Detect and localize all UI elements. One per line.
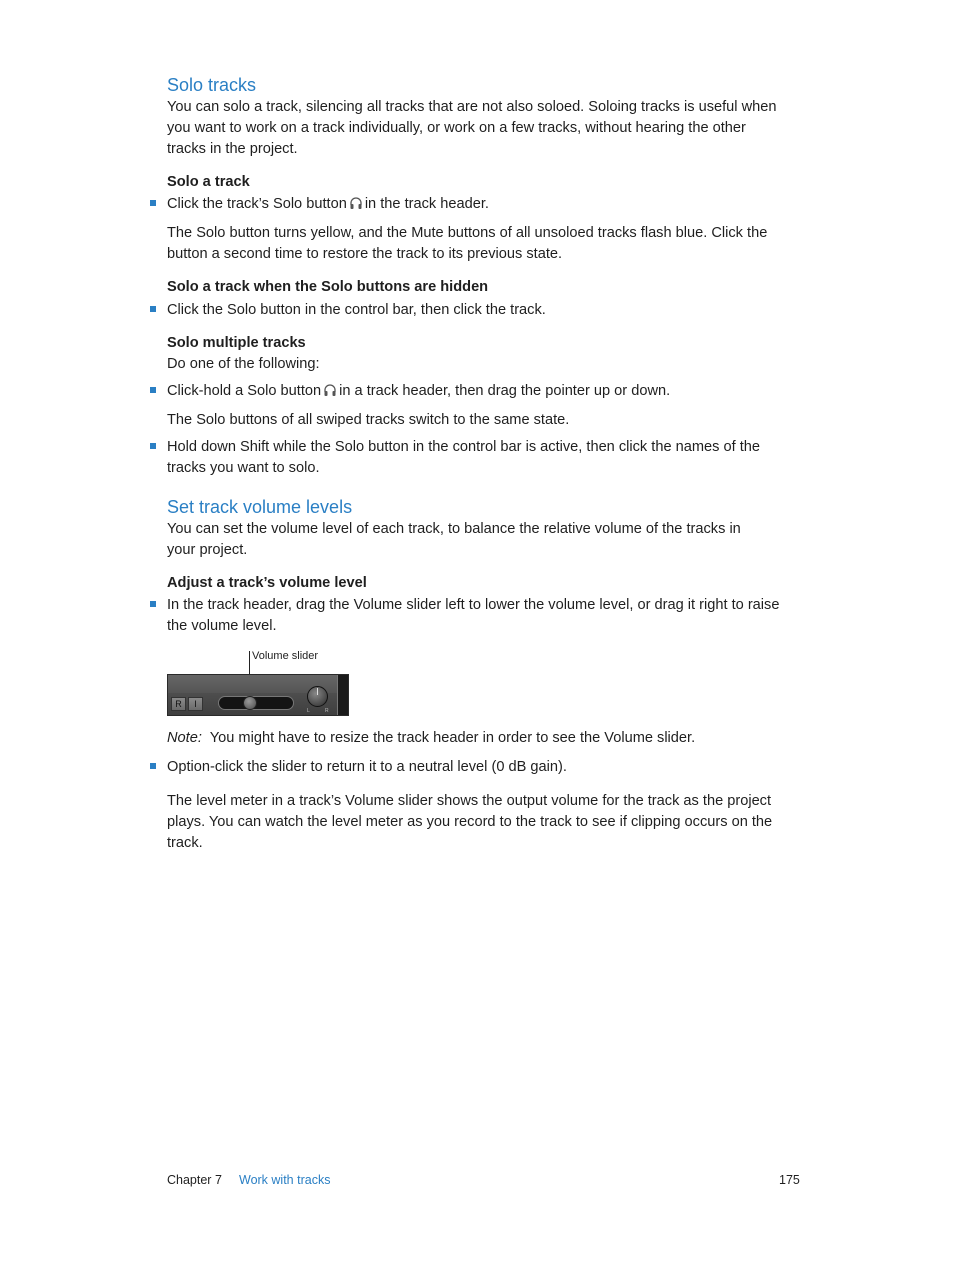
subheading-solo-hidden: Solo a track when the Solo buttons are hidden xyxy=(167,279,489,295)
bullet-marker xyxy=(150,601,158,609)
subheading-adjust-volume: Adjust a track’s volume level xyxy=(167,575,367,591)
track-header-edge xyxy=(337,675,348,715)
adjust-volume-step: In the track header, drag the Volume slider left to lower the volume level, or drag it right to raise the volume level. xyxy=(167,597,780,634)
bullet-marker xyxy=(150,387,158,395)
heading-volume-levels: Set track volume levels xyxy=(167,497,353,517)
solo-multiple-lead: Do one of the following: xyxy=(167,356,320,372)
volume-note xyxy=(167,728,792,749)
option-click-step: Option-click the slider to return it to a neutral level (0 dB gain). xyxy=(167,759,567,775)
volume-intro: You can set the volume level of each track, to balance the relative volume of the tracks in your project. xyxy=(167,521,741,558)
pan-right-label: R xyxy=(325,708,329,714)
solo-a-track-note: The Solo button turns yellow, and the Mute buttons of all unsoloed tracks flash blue. Click the button a second time to restore the track to its previous state. xyxy=(167,225,768,262)
headphones-icon xyxy=(349,196,363,210)
input-monitor-button[interactable]: I xyxy=(188,697,203,711)
level-meter-paragraph: The level meter in a track’s Volume slider shows the output volume for the track as the project plays. You can watch the level meter as you record to the track to see if clipping occurs on the track. xyxy=(167,793,773,851)
subheading-solo-a-track: Solo a track xyxy=(167,174,250,190)
volume-slider-knob[interactable] xyxy=(243,696,257,710)
headphones-icon xyxy=(323,383,337,397)
pan-left-label: L xyxy=(307,708,310,714)
footer-chapter: Chapter 7 xyxy=(167,1173,222,1187)
solo-multiple-step-1-note: The Solo buttons of all swiped tracks switch to the same state. xyxy=(167,412,570,428)
solo-intro: You can solo a track, silencing all tracks that are not also soloed. Soloing tracks is useful when you want to work on a track individually, or work on a few tracks, without hearing the other tracks in the project. xyxy=(167,99,777,157)
step-text-after: in the track header. xyxy=(364,196,489,212)
bullet-marker xyxy=(150,306,158,314)
record-enable-button[interactable]: R xyxy=(171,697,186,711)
step-text-before: Click-hold a Solo button xyxy=(167,383,322,399)
solo-a-track-step xyxy=(167,194,792,215)
volume-slider-callout: Volume slider xyxy=(252,650,319,662)
subheading-solo-multiple: Solo multiple tracks xyxy=(167,335,306,351)
track-header-figure xyxy=(167,674,349,716)
pan-knob-indicator xyxy=(317,688,318,695)
bullet-marker xyxy=(150,443,158,451)
step-text-after: in a track header, then drag the pointer up or down. xyxy=(339,383,671,399)
heading-solo-tracks: Solo tracks xyxy=(167,75,257,95)
note-text: You might have to resize the track header in order to see the Volume slider. xyxy=(209,730,696,746)
page-number: 175 xyxy=(779,1173,800,1187)
bullet-marker xyxy=(150,200,158,208)
solo-hidden-step: Click the Solo button in the control bar, then click the track. xyxy=(167,302,546,318)
step-text-before: Click the track’s Solo button xyxy=(167,196,347,212)
solo-multiple-step-2: Hold down Shift while the Solo button in the control bar is active, then click the names of the tracks you want to solo. xyxy=(167,439,760,476)
footer-chapter-title[interactable]: Work with tracks xyxy=(239,1173,331,1187)
note-label: Note: xyxy=(167,730,202,746)
solo-multiple-step-1 xyxy=(167,381,792,402)
bullet-marker xyxy=(150,763,158,771)
